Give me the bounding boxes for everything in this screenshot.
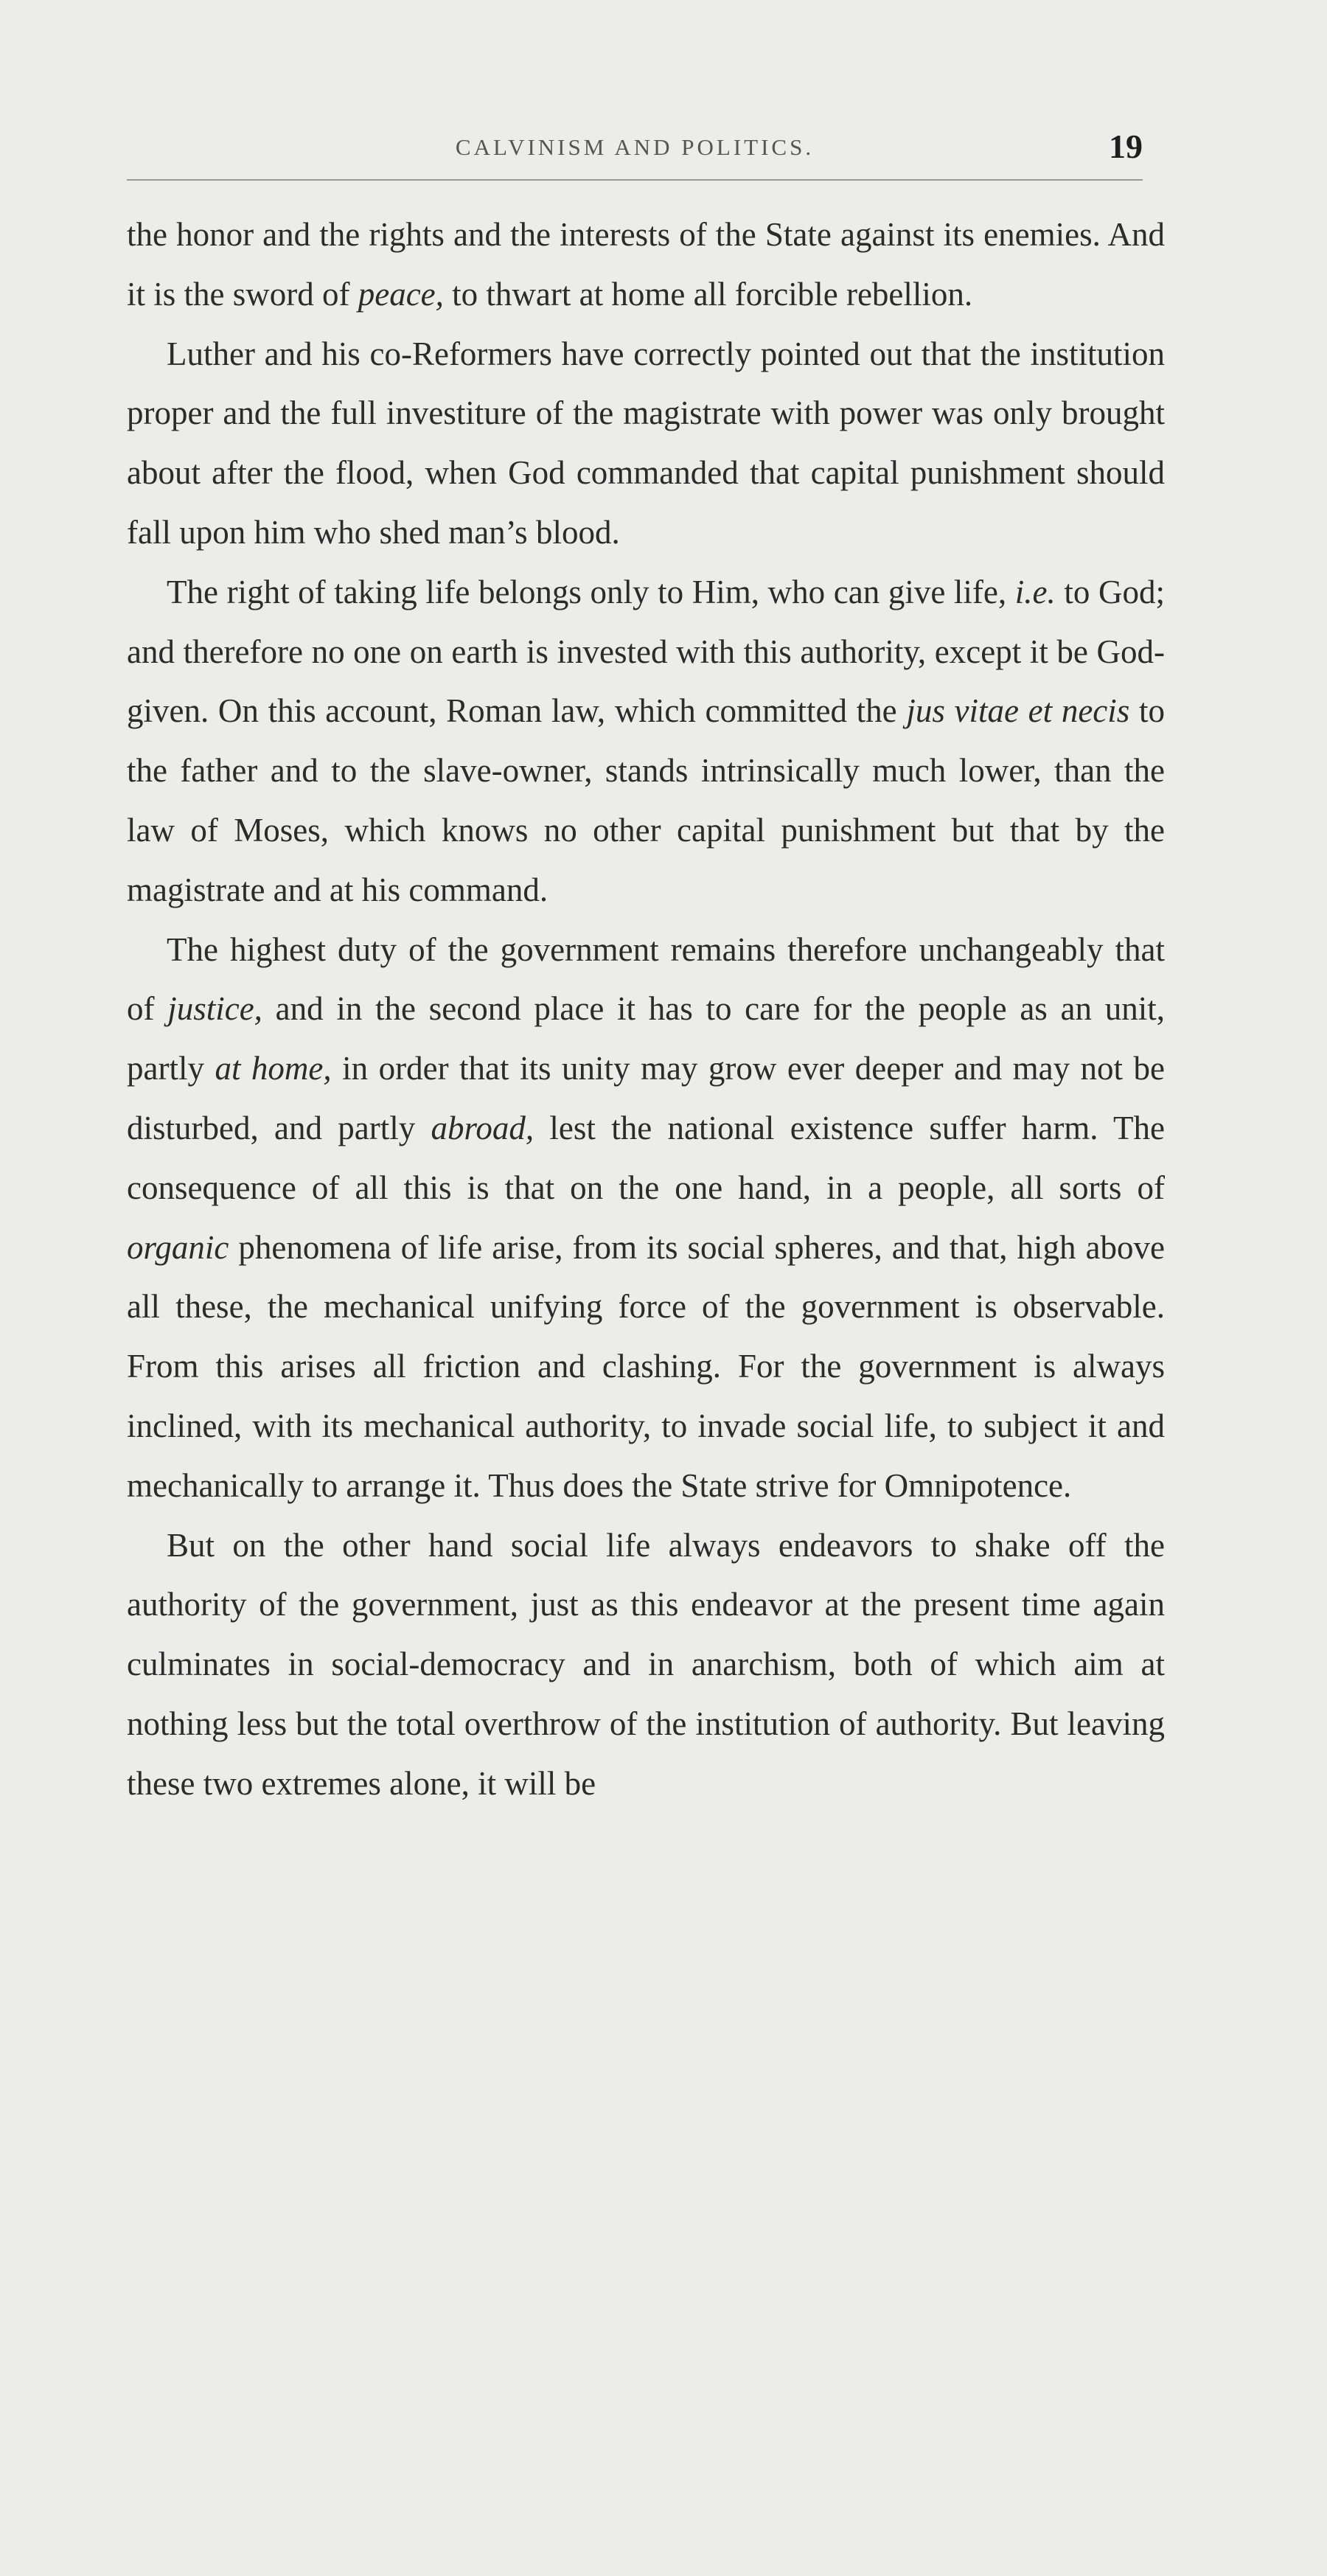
page-number: 19 bbox=[1109, 128, 1143, 165]
text-run: lest the national existence suffer harm. The consequence of all this is that on the one hand, in a people, all sorts of bbox=[127, 1109, 1165, 1206]
text-run: The highest duty of the government remains therefore unchangeably that of bbox=[127, 930, 1165, 1028]
text-run: But on the other hand social life always endeavors to shake off the authority of the government, just as this endeavor at the present time again culminates in social-democracy and in anarchism, both of which aim at nothing less but the total overthrow of the institution of authority. But leaving these two extremes alone, it will be bbox=[127, 1526, 1165, 1802]
italic-phrase: organic bbox=[127, 1228, 229, 1266]
paragraph-1 bbox=[127, 205, 1165, 324]
italic-phrase: at home, bbox=[215, 1050, 332, 1087]
text-run: to thwart at home all forcible rebellion. bbox=[443, 275, 973, 313]
text-run: and in the second place it has to care for the people as an unit, partly bbox=[127, 990, 1165, 1087]
text-run: to the father and to the slave-owner, stands intrinsically much lower, than the law of Moses, which knows no other capital punishment but that by the magistrate and at his command. bbox=[127, 692, 1165, 908]
italic-phrase: i.e. bbox=[1014, 573, 1056, 610]
body-text bbox=[127, 205, 1165, 1814]
italic-phrase: jus vitae et necis bbox=[906, 692, 1130, 730]
italic-phrase: justice, bbox=[167, 990, 262, 1028]
paragraph-3 bbox=[127, 563, 1165, 920]
text-run: in order that its unity may grow ever deeper and may not be disturbed, and partly bbox=[127, 1050, 1165, 1146]
paragraph-5 bbox=[127, 1516, 1165, 1814]
text-run: to God; and therefore no one on earth is invested with this authority, except it be God-given. On this account, Roman law, which committed the bbox=[127, 573, 1165, 730]
italic-phrase: peace, bbox=[358, 275, 444, 313]
italic-phrase: abroad, bbox=[431, 1109, 534, 1146]
paragraph-2 bbox=[127, 324, 1165, 563]
text-run: phenomena of life arise, from its social spheres, and that, high above all these, the mechanical unifying force of the government is observable. From this arises all friction and clashing. For the government is always inclined, with its mechanical authority, to invade social life, to subject it and mechanically to arrange it. Thus does the State strive for Omnipotence. bbox=[127, 1228, 1165, 1504]
text-run: Luther and his co-Reformers have correctly pointed out that the institution proper and the full investiture of the magistrate with power was only brought about after the flood, when God commanded that capital punishment should fall upon him who shed man’s blood. bbox=[127, 335, 1165, 551]
running-head: CALVINISM AND POLITICS. bbox=[455, 134, 815, 160]
text-run: The right of taking life belongs only to Him, who can give life, bbox=[167, 573, 1015, 610]
text-run: the honor and the rights and the interests of the State against its enemies. And it is the sword of bbox=[127, 216, 1165, 313]
header-rule bbox=[127, 179, 1143, 181]
paragraph-4 bbox=[127, 920, 1165, 1516]
page-header bbox=[127, 127, 1143, 178]
